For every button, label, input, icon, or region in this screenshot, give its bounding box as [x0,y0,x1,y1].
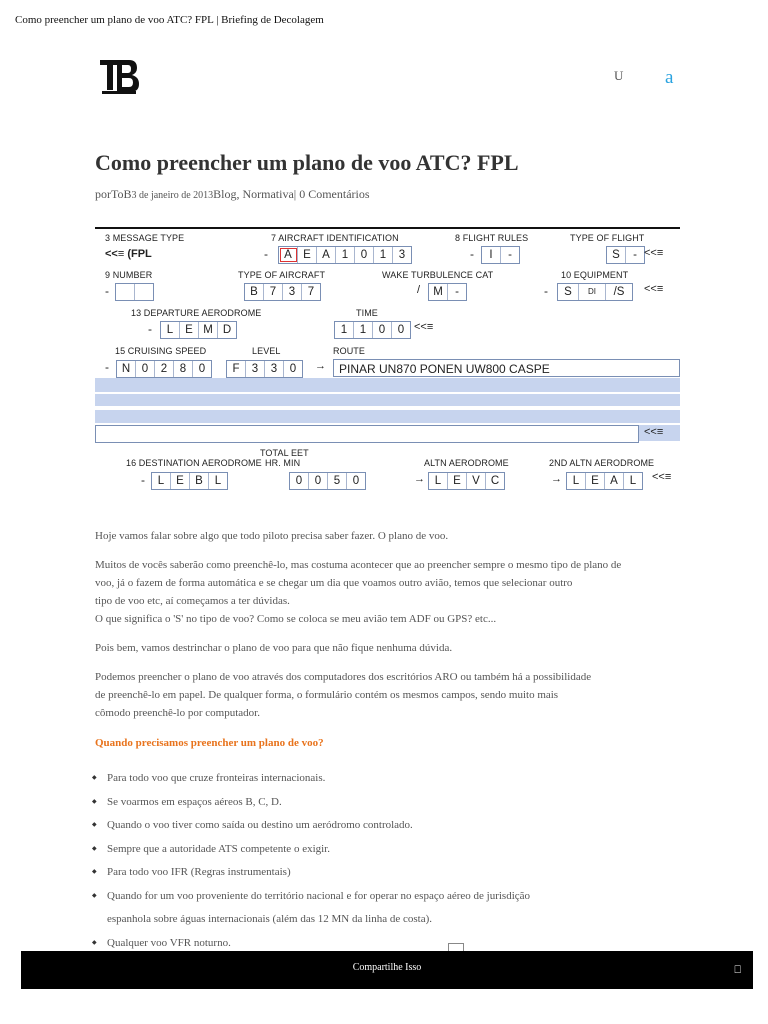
form-cell: - [508,249,512,261]
form-cell: 0 [397,324,405,336]
aircraft-type-cells [244,283,321,301]
label-message-type: 3 MESSAGE TYPE [105,233,185,243]
intro-paragraph: Hoje vamos falar sobre algo que todo piloto precisa saber fazer. O plano de voo. [95,530,449,542]
list-item: ◆ Sempre que a autoridade ATS competente o exigir. [91,838,530,862]
end-marker: <<≡ [652,471,672,483]
label-equipment: 10 EQUIPMENT [561,270,629,280]
dash: - [105,284,109,298]
paragraph-line: voo, já o fazem de forma automática e se chegar um dia que voamos outro avião, temos que selecionar outro [95,577,573,589]
equipment-cells [557,283,633,301]
form-cell: 1 [336,247,355,263]
time-cells [334,321,411,339]
slash: / [417,284,421,296]
form-cell: 3 [265,361,284,377]
form-cell: I [482,247,501,263]
list-item: ◆ Para todo voo que cruze fronteiras internacionais. [91,767,530,791]
label-type-of-aircraft: TYPE OF AIRCRAFT [238,270,326,280]
form-cell: 1 [374,247,393,263]
dash: - [544,284,548,298]
form-cell [116,284,135,300]
dash: - [141,473,145,487]
label-number: 9 NUMBER [105,270,153,280]
route-field: PINAR UN870 PONEN UW800 CASPE [333,359,680,377]
form-cell: 7 [264,284,283,300]
form-cell: 2 [155,361,174,377]
form-cell: 7 [307,286,315,298]
destination-cells [151,472,228,490]
form-cell: DI [579,284,606,300]
label-flight-rules: 8 FLIGHT RULES [455,233,529,243]
requirements-list [91,767,530,955]
form-cell: B [245,284,264,300]
form-cell: 0 [289,363,297,375]
label-altn: ALTN AERODROME [424,458,509,468]
dash: - [105,360,109,374]
form-cell: 3 [283,284,302,300]
label-hr-min: HR. MIN [265,458,301,468]
form-cell: F [227,361,246,377]
eet-cells [289,472,366,490]
post-meta [95,187,370,202]
arrow: → [414,473,425,485]
paragraph-line: cômodo preenchê-lo por computador. [95,707,260,719]
form-cell: B [190,473,209,489]
list-item-continuation: espanhola sobre águas internacionais (além das 12 MN da linha de costa). [107,913,433,925]
form-cell: 0 [290,473,309,489]
paragraph-line: tipo de voo etc, aí começamos a ter dúvidas. [95,595,290,607]
share-toggle-icon[interactable]: ⎕ [734,964,741,976]
meta-by: por [95,187,111,201]
end-marker: <<≡ [414,321,434,333]
message-type-prefix: <<≡ (FPL [105,248,152,260]
form-cell: E [298,247,317,263]
form-cell [135,284,153,300]
form-cell: - [633,249,637,261]
arrow: → [551,473,562,485]
search-icon[interactable]: a [665,67,674,88]
post-title: Como preencher um plano de voo ATC? FPL [95,150,519,175]
form-cell: M [429,284,448,300]
paragraph-3: Pois bem, vamos destrinchar o plano de voo para que não fique nenhuma dúvida. [95,642,453,654]
label-cruising-speed: 15 CRUISING SPEED [115,346,207,356]
author-link[interactable]: ToB [111,187,132,201]
form-cell: A [279,247,298,263]
form-cell: 1 [335,322,354,338]
form-cell: 0 [198,363,206,375]
form-cell: 5 [328,473,347,489]
route-band [95,394,680,406]
form-cell: 8 [174,361,193,377]
flight-rules-cells [481,246,520,264]
route-band [95,378,680,392]
form-cell: D [222,324,232,336]
form-cell: C [490,475,500,487]
label-aircraft-id: 7 AIRCRAFT IDENTIFICATION [271,233,399,243]
paragraph-4 [95,668,665,722]
altn2-cells [566,472,643,490]
paragraph-line: Podemos preencher o plano de voo através dos computadores dos escritórios ARO ou também há a possibilidade [95,671,592,683]
share-bar[interactable] [21,951,753,989]
comments-link[interactable]: 0 Comentários [296,187,370,201]
list-item: ◆ Qualquer voo VFR noturno. [91,932,530,956]
form-cell: 0 [352,475,360,487]
paragraph-line: Muitos de vocês saberão como preenchê-lo, mas costuma acontecer que ao preencher sempre o mesmo tipo de plano de [95,559,622,571]
form-cell: S [607,247,626,263]
route-band [95,410,680,423]
form-cell: 1 [354,322,373,338]
type-of-flight-cells [606,246,645,264]
tb-logo-icon[interactable] [99,58,141,96]
form-cell: A [605,473,624,489]
label-total-eet: TOTAL EET [260,448,309,458]
altn-cells [428,472,505,490]
end-marker: <<≡ [644,247,664,259]
form-cell: A [317,247,336,263]
list-item: ◆ Para todo voo IFR (Regras instrumentais) [91,861,530,885]
form-cell: E [180,322,199,338]
share-label: Compartilhe Isso [352,962,422,973]
form-cell: 0 [373,322,392,338]
form-cell: L [567,473,586,489]
label-time: TIME [356,308,378,318]
end-marker: <<≡ [644,283,664,295]
dash: - [470,247,474,261]
form-cell: L [429,473,448,489]
form-cell: /S [613,286,625,298]
user-icon[interactable]: U [614,68,624,83]
form-cell: L [214,475,222,487]
form-cell: 3 [398,249,406,261]
list-item: ◆ Quando for um voo proveniente do território nacional e for operar no espaço aéreo de jurisdição [91,885,530,909]
list-item: ◆ Quando o voo tiver como saída ou destino um aeródromo controlado. [91,814,530,838]
form-cell: E [448,473,467,489]
form-cell: E [171,473,190,489]
label-wake-turbulence: WAKE TURBULENCE CAT [382,270,494,280]
meta-separator: | [293,187,297,201]
route-continuation-box [95,425,639,443]
wake-cells [428,283,467,301]
form-cell: 0 [355,247,374,263]
form-cell: 3 [246,361,265,377]
form-cell: 0 [309,473,328,489]
section-heading: Quando precisamos preencher um plano de voo? [95,737,324,749]
dash: - [148,322,152,336]
form-cell: S [558,284,579,300]
label-type-of-flight: TYPE OF FLIGHT [570,233,645,243]
label-departure: 13 DEPARTURE AERODROME [131,308,262,318]
document-title: Como preencher um plano de voo ATC? FPL | Briefing de Decolagem [15,14,324,26]
form-cell: 0 [136,361,155,377]
end-marker: <<≡ [644,426,664,438]
post-date: 3 de janeiro de 2013 [131,190,214,201]
number-cells [115,283,154,301]
form-cell: E [586,473,605,489]
paragraph-2 [95,556,665,628]
form-cell: L [152,473,171,489]
arrow: → [315,360,326,372]
label-destination: 16 DESTINATION AERODROME [126,458,262,468]
label-altn2: 2ND ALTN AERODROME [549,458,655,468]
label-route: ROUTE [333,346,365,356]
form-cell: V [467,473,486,489]
label-level: LEVEL [252,346,281,356]
category-links[interactable]: Blog, Normativa [213,187,294,201]
level-cells [226,360,303,378]
dash: - [264,247,268,261]
fpl-form-image [95,227,680,495]
speed-cells [116,360,212,378]
paragraph-line: de preenchê-lo em papel. De qualquer forma, o formulário contém os mesmos campos, sendo muito mais [95,689,559,701]
form-cell: - [455,286,459,298]
aircraft-id-cells [278,246,412,264]
form-cell: N [117,361,136,377]
form-cell: M [199,322,218,338]
paragraph-line: O que significa o 'S' no tipo de voo? Como se coloca se meu avião tem ADF ou GPS? etc... [95,613,497,625]
form-cell: L [161,322,180,338]
form-top-rule [95,227,680,229]
departure-cells [160,321,237,339]
list-item: ◆ Se voarmos em espaços aéreos B, C, D. [91,791,530,815]
form-cell: L [629,475,637,487]
